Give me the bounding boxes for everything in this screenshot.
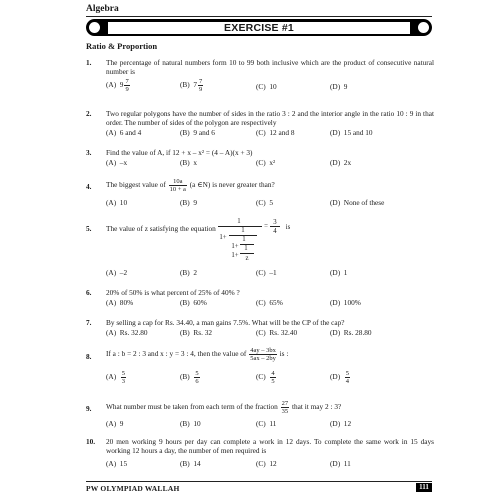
option-c[interactable]: (C) 12 and 8 (256, 128, 295, 137)
question-1 (86, 58, 434, 94)
option-b[interactable]: (B) 9 (180, 198, 198, 207)
option-d[interactable]: (D) 2x (330, 158, 352, 167)
question-number: 5. (86, 224, 92, 233)
question-text: If a : b = 2 : 3 and x : y = 3 : 4, then the value of $\frac{4ay - 3bx}{5ax - 2by}$ is : (106, 347, 289, 362)
question-3 (86, 148, 434, 170)
question-number: 9. (86, 404, 92, 413)
option-a[interactable]: (A) 10 (106, 198, 128, 207)
option-b[interactable]: (B) 10 (180, 419, 201, 428)
question-text: The value of z satisfying the equation (106, 224, 216, 233)
option-d[interactable]: (D) $\frac{5}{4}$ (330, 370, 350, 385)
option-c[interactable]: (C) 12 (256, 459, 277, 468)
banner-left-circle (89, 22, 100, 33)
question-6 (86, 288, 434, 310)
option-d[interactable]: (D) 9 (330, 82, 348, 91)
option-c[interactable]: (C) 11 (256, 419, 277, 428)
question-number: 3. (86, 148, 92, 157)
question-number: 2. (86, 109, 92, 118)
question-text: 20% of 50% is what percent of 25% of 40% ? (106, 288, 240, 297)
question-number: 7. (86, 318, 92, 327)
footer-brand: PW OLYMPIAD WALLAH (86, 484, 180, 493)
section-heading: Ratio & Proportion (86, 41, 158, 51)
option-b[interactable]: (B) 7 $\frac{7}{9}$ (180, 78, 203, 93)
option-b[interactable]: (B) Rs. 32 (180, 328, 213, 337)
option-a[interactable]: (A) 6 and 4 (106, 128, 142, 137)
question-5: 5. The value of z satisfying the equation 1 1 1+ 1 1+ 1 1+ z = 3 4 is (A) –2 (B) 2 (C) –1 (D) 1 (86, 218, 434, 278)
option-c[interactable]: (C) Rs. 32.40 (256, 328, 298, 337)
question-4 (86, 178, 434, 208)
option-b[interactable]: (B) $\frac{5}{6}$ (180, 370, 199, 385)
exercise-banner (86, 19, 432, 36)
mixed-fraction: $\frac{7}{9}$ (125, 78, 129, 93)
option-b[interactable]: (B) 2 (180, 268, 198, 277)
option-b[interactable]: (B) 9 and 6 (180, 128, 215, 137)
option-d[interactable]: (D) 15 and 10 (330, 128, 373, 137)
question-9 (86, 400, 434, 432)
banner-right-circle (418, 22, 429, 33)
option-a[interactable]: (A) –2 (106, 268, 128, 277)
option-c[interactable]: (C) $\frac{4}{5}$ (256, 370, 275, 385)
option-c[interactable]: (C) 65% (256, 298, 283, 307)
question-2 (86, 109, 434, 139)
option-a[interactable]: (A) 9 $\frac{7}{9}$ (106, 78, 129, 93)
option-a[interactable]: (A) $\frac{5}{3}$ (106, 370, 126, 385)
option-d[interactable]: (D) Rs. 28.80 (330, 328, 372, 337)
option-a[interactable]: (A) 80% (106, 298, 134, 307)
question-text: By selling a cap for Rs. 34.40, a man gains 7.5%. What will be the CP of the cap? (106, 318, 345, 327)
option-a[interactable]: (A) 9 (106, 419, 124, 428)
option-d[interactable]: (D) 12 (330, 419, 352, 428)
option-b[interactable]: (B) x (180, 158, 198, 167)
question-text: Two regular polygons have the number of sides in the ratio 3 : 2 and the interior angle in the ratio 10 : 9 in that order. The number of sides of the polygon are respectively (106, 109, 434, 127)
option-a[interactable]: (A) Rs. 32.80 (106, 328, 148, 337)
exercise-title: EXERCISE #1 (108, 22, 410, 34)
question-text: The percentage of natural numbers form 10 to 99 both inclusive which are the product of consecutive natural number is (106, 58, 434, 76)
expression-fraction: $\frac{10a}{10 + a}$ (169, 178, 186, 193)
question-text: Find the value of A, if 12 + x – x² = (4 – A)(x + 3) (106, 148, 253, 157)
option-b[interactable]: (B) 60% (180, 298, 207, 307)
option-b[interactable]: (B) 14 (180, 459, 201, 468)
question-10 (86, 437, 434, 471)
question-text: What number must be taken from each term of the fraction $\frac{27}{35}$ that it may 2 : 3? (106, 400, 342, 415)
chapter-title: Algebra (86, 4, 119, 14)
option-d[interactable]: (D) 11 (330, 459, 351, 468)
question-number: 10. (86, 437, 96, 446)
question-number: 6. (86, 288, 92, 297)
question-text: 20 men working 9 hours per day can complete a work in 12 days. To complete the same work in 15 days working 12 hours a day, the number of men required is (106, 437, 434, 455)
option-a[interactable]: (A) –x (106, 158, 128, 167)
option-d[interactable]: (D) 100% (330, 298, 361, 307)
option-a[interactable]: (A) 15 (106, 459, 128, 468)
option-c[interactable]: (C) –1 (256, 268, 277, 277)
expression-fraction: $\frac{27}{35}$ (281, 400, 289, 415)
question-number: 1. (86, 58, 92, 67)
question-7 (86, 318, 434, 340)
option-c[interactable]: (C) x² (256, 158, 276, 167)
footer-divider (86, 481, 432, 482)
question-8 (86, 347, 434, 393)
question-text: The biggest value of $\frac{10a}{10 + a}$ (a ∈N) is never greater than? (106, 178, 275, 193)
header-divider (86, 16, 432, 17)
option-c[interactable]: (C) 10 (256, 82, 277, 91)
question-number: 4. (86, 182, 92, 191)
expression-fraction: $\frac{4ay - 3bx}{5ax - 2by}$ (250, 347, 276, 362)
option-c[interactable]: (C) 5 (256, 198, 274, 207)
option-d[interactable]: (D) 1 (330, 268, 348, 277)
mixed-fraction: $\frac{7}{9}$ (199, 78, 203, 93)
page-number: 111 (416, 483, 432, 492)
question-number: 8. (86, 352, 92, 361)
option-d[interactable]: (D) None of these (330, 198, 385, 207)
